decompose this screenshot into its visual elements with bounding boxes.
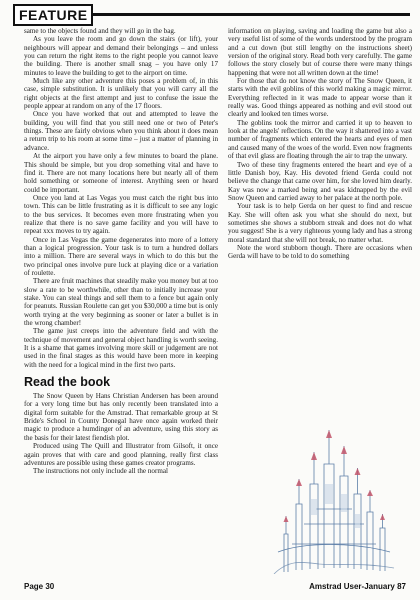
article-paragraph: The goblins took the mirror and carried it up to heaven to look at the angels' reflections. On the way it shattered into a vast number of fragments which entered the hearts and eyes of men and caused many of the woes of the world. Even now fragments of that evil glass are floating through the air to trap the unwary. <box>228 118 412 161</box>
article-paragraph: The instructions not only include all the normal <box>33 467 168 476</box>
article-paragraph: The Snow Queen by Hans Christian Andersen has been around for a very long time but has only recently been translated into a digital form suitable for the Amstrad. That remarkable group at St Bride's School in County Donegal have once again worked their magic to produce a humdinger of an adventure, using this story as the basis for their latest fiendish plot. <box>24 392 218 442</box>
magazine-issue: Amstrad User-January 87 <box>309 582 406 591</box>
section-heading: Read the book <box>24 375 111 390</box>
article-paragraph: The game just creeps into the adventure field and with the technique of movement and general object handling is worth seeing. It is a shame that games involving more skill or judgement are not used in the final stages as this would have been more in keeping with the need for a logical mind in the first two parts. <box>24 327 218 369</box>
snow-queen-palace-icon <box>264 424 404 574</box>
article-paragraph: Much like any other adventure this poses a problem of, in this case, simple substitution. It is unlikely that you will carry all the right objects at the first attempt and just to confuse the issue the people appear at random on any of the 17 floors. <box>24 77 218 111</box>
left-column <box>24 27 218 476</box>
article-paragraph: At the airport you have only a few minutes to board the plane. This should be simple, but you drop something vital and have to find it. There are not many locations here but nearly all of them hold something or someone of interest. Anything seen or heard could be important. <box>24 152 218 194</box>
article-paragraph: Once in Las Vegas the game degenerates into more of a lottery than a logical progression. Your task is to turn a hundred dollars into a million. There are several ways in which to do this but the two principal ones involve pure luck at playing dice or a variation of roulette. <box>24 235 218 277</box>
header-rule <box>92 13 410 16</box>
right-column <box>228 27 412 261</box>
article-paragraph: Produced using The Quill and Illustrator from Gilsoft, it once again proves that with care and good planning, really first class adventures are possible using these games creator programs. <box>24 442 218 467</box>
page-number: Page 30 <box>24 582 55 591</box>
article-paragraph: Your task is to help Gerda on her quest to find and rescue Kay. She will often ask you what she should do next, but sometimes she shows a stubborn streak and does not do what you suggest! She is a very righteous young lady and has a strong moral standard that she will not break, no matter what. <box>228 202 412 244</box>
article-paragraph: As you leave the room and go down the stairs (or lift), your neighbours will appear and demand their belongings – and unless you can return the right items to the right people you cannot leave the building. There is another small snag – you have only 17 minutes to leave the building to get to the airport on time. <box>24 35 218 77</box>
article-paragraph: There are fruit machines that steadily make you money but at too slow a rate to be worthwhile, other than to initially increase your stake. You can steal things and sell them to a fence but again only for peanuts. Russian Roulette can get you $30,000 a time but is only worth trying at the very beginning as sooner or later a bullet is in the wrong chamber! <box>24 277 218 328</box>
article-paragraph: Once you land at Las Vegas you must catch the right bus into town. This can be little frustrating as it is difficult to see any logic to the bus services. It becomes even more frustrating when you realize that there is no save game facility and you will have to repeat xxx moves to try again. <box>24 193 218 236</box>
article-paragraph: same to the objects found and they will go in the bag. <box>24 27 176 35</box>
article-paragraph: Two of these tiny fragments entered the heart and eye of a little Danish boy, Kay. His devoted friend Gerda could not believe the change that came over him, for she loved him dearly. Kay was now a marked being and was kidnapped by the evil Snow Queen and carried away to her palace at the north pole. <box>228 160 412 202</box>
feature-section-tag: FEATURE <box>13 4 93 26</box>
article-paragraph: information on playing, saving and loading the game but also a very useful list of some of the words understood by the program and a cut down (but still lengthy on the instructions sheet) version of the original story. Read both very carefully. The game follows the story closely but of course there were many things happening that were not all written down at the time! <box>228 27 412 77</box>
article-paragraph: Once you have worked that out and attempted to leave the building, you will find that you still need one or two of Peter's things. These are fairly obvious when you think about it does mean a return trip to his room at some time – just a matter of planning in advance. <box>24 110 218 152</box>
article-paragraph: For those that do not know the story of The Snow Queen, it starts with the evil goblins of this world making a magic mirror. Everything reflected in it was made to appear worse than it really was. Good things appeared as nothing and evil stood out clearly and looked ten times worse. <box>228 77 412 119</box>
article-paragraph: Note the word stubborn though. There are occasions when Gerda will have to be told to do something <box>228 243 412 261</box>
